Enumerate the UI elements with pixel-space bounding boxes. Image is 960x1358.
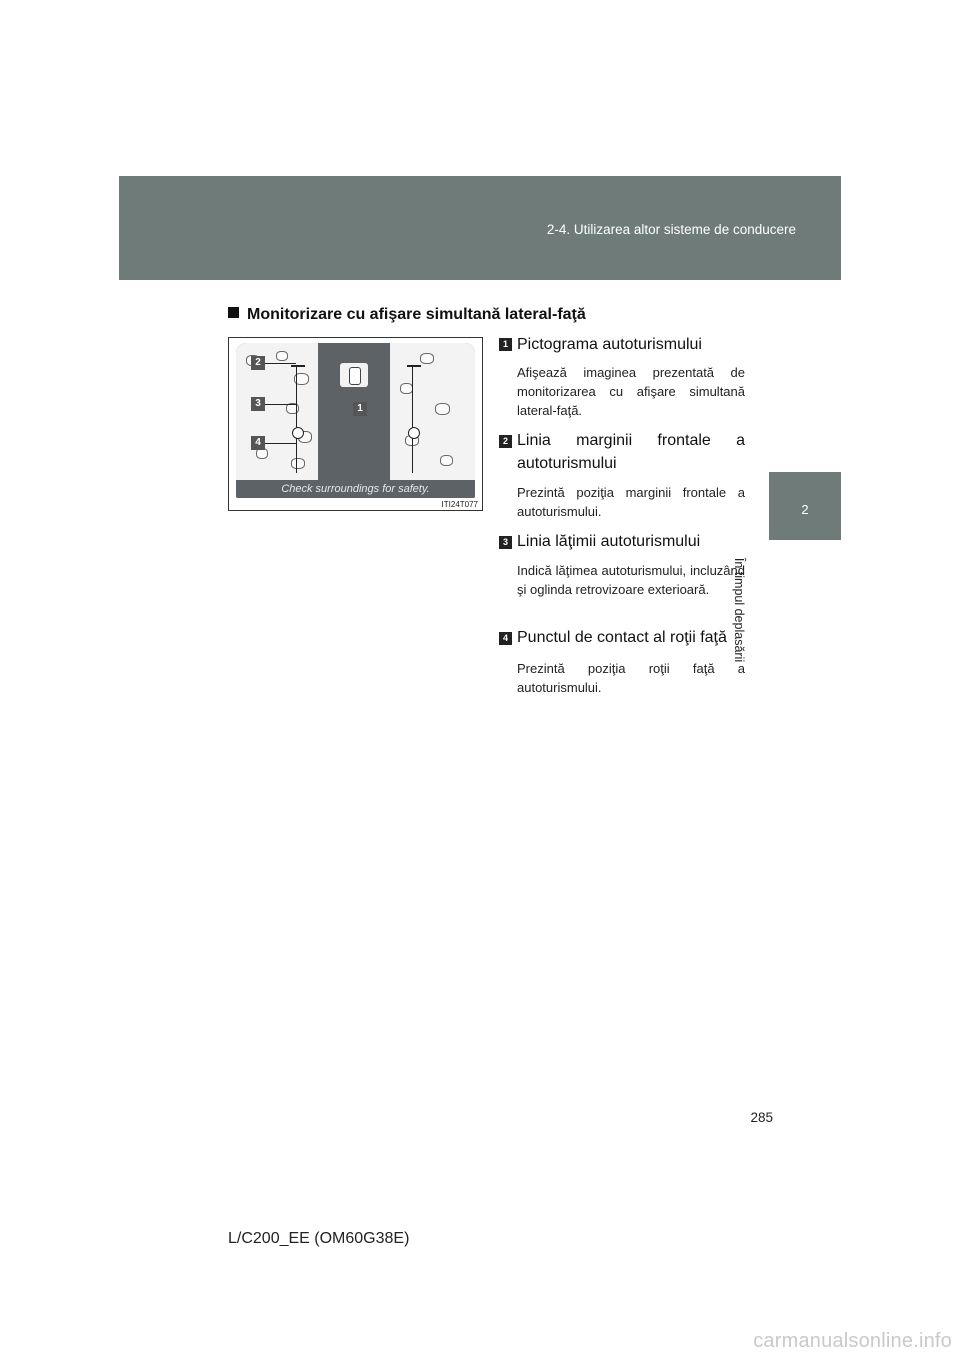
legend-item-2 [499, 427, 745, 522]
chapter-tab-number: 2 [801, 502, 809, 517]
leader-line [265, 404, 296, 405]
legend-item-4 [499, 626, 745, 706]
legend-item-3 [499, 530, 745, 620]
square-bullet-icon [228, 307, 239, 318]
item-title: Linia lăţimii autoturismului [517, 533, 701, 550]
chapter-tab-label: În timpul deplasării [732, 557, 746, 663]
stone-icon [435, 403, 450, 415]
wheel-contact-icon [408, 427, 420, 439]
page-number: 285 [750, 1110, 773, 1125]
car-pictogram-icon [340, 363, 368, 387]
stone-icon [291, 458, 305, 469]
safety-banner: Check surroundings for safety. [236, 480, 475, 498]
legend-item-1 [499, 333, 745, 423]
callout-4: 4 [251, 436, 265, 450]
stone-icon [440, 455, 453, 466]
leader-line [265, 363, 296, 364]
section-heading [228, 306, 586, 324]
item-title: Linia marginii frontale a autoturismului [517, 432, 745, 472]
watermark: carmanualsonline.info [753, 1330, 952, 1352]
wheel-contact-icon [292, 427, 304, 439]
section-heading-text: Monitorizare cu afişare simultană lateral-faţă [247, 306, 586, 323]
stone-icon [420, 353, 434, 364]
monitor-figure [228, 337, 483, 511]
vehicle-width-line [412, 365, 413, 473]
chapter-header [119, 176, 841, 280]
stone-icon [276, 351, 288, 361]
front-edge-line [407, 365, 421, 367]
item-number-badge: 3 [499, 536, 512, 549]
right-camera-view [390, 343, 475, 480]
item-description: Afişează imaginea prezentată de monitorizarea cu afişare simultană lateral-faţă. [517, 365, 745, 418]
monitor-screen [236, 343, 475, 498]
front-edge-line [291, 365, 305, 367]
figure-code: ITI24T077 [441, 500, 478, 509]
manual-code: L/C200_EE (OM60G38E) [228, 1230, 410, 1247]
vehicle-width-line [296, 365, 297, 473]
item-title: Pictograma autoturismului [517, 336, 702, 353]
chapter-section-title: 2-4. Utilizarea altor sisteme de conducere [546, 222, 796, 237]
item-description: Prezintă poziţia marginii frontale a autoturismului. [517, 485, 745, 519]
item-description: Prezintă poziţia roţii faţă a autoturismului. [517, 661, 745, 695]
callout-2: 2 [251, 356, 265, 370]
callout-1: 1 [353, 402, 367, 416]
item-number-badge: 4 [499, 632, 512, 645]
chapter-tab [769, 472, 841, 540]
item-description: Indică lăţimea autoturismului, incluzând şi oglinda retrovizoare exterioară. [517, 563, 745, 597]
leader-line [265, 443, 296, 444]
car-body-icon [349, 367, 361, 385]
callout-3: 3 [251, 397, 265, 411]
item-number-badge: 1 [499, 338, 512, 351]
chapter-tab-label-wrap [732, 548, 814, 678]
item-title: Punctul de contact al roţii faţă [517, 629, 727, 646]
item-number-badge: 2 [499, 435, 512, 448]
